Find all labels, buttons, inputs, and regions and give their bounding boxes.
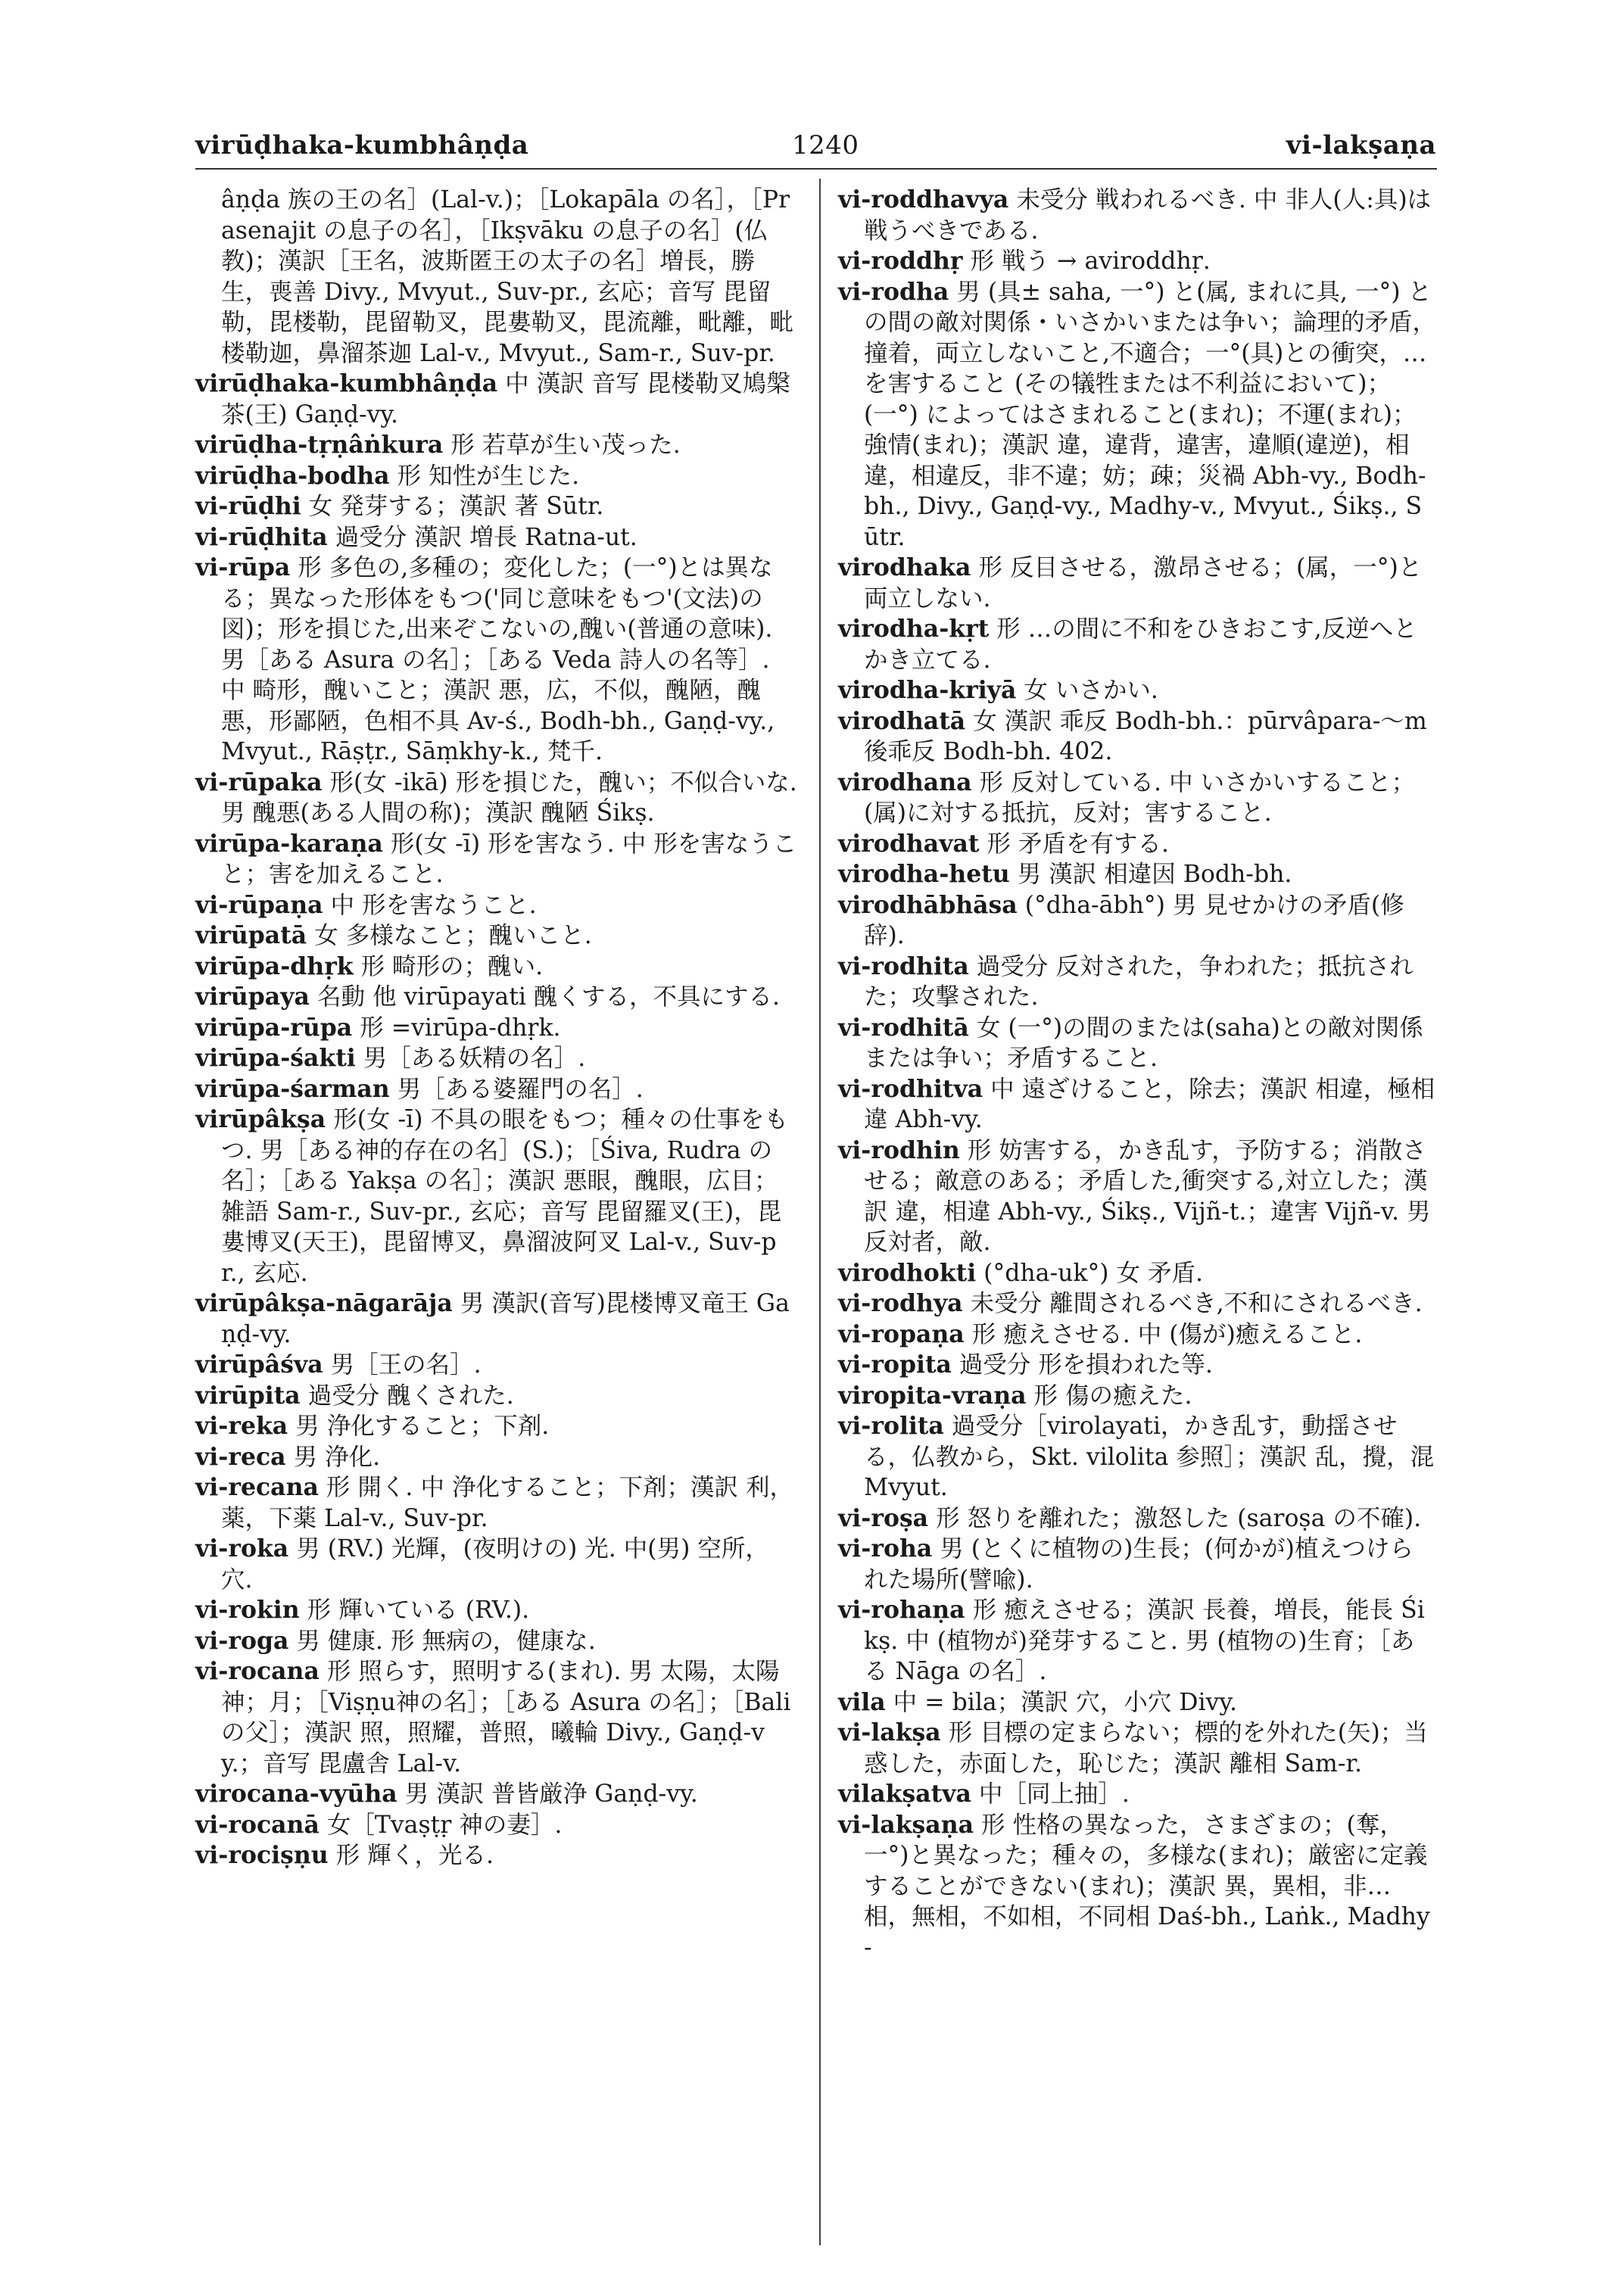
entry-headword: virūḍha-tṛṇâṅkura	[195, 431, 444, 459]
entry-definition: 中 = bila；漢訳 穴，小穴 Divy.	[893, 1688, 1237, 1716]
right-column	[838, 185, 1436, 1963]
dictionary-entry	[195, 553, 797, 768]
entry-definition: 形 性格の異なった，さまざまの；(奪，一°)と異なった；種々の，多様な(まれ)；厳密に定義することができない(まれ)；漢訳 異，異相，非…相，無相，不如相，不同相 Daś-bh., Laṅk., Madhy-	[864, 1811, 1430, 1961]
entry-definition: 中 形を害なうこと.	[330, 891, 537, 919]
entry-headword: vi-rūḍhita	[195, 522, 328, 551]
entry-definition: 男 (RV.) 光輝，(夜明けの) 光. 中(男) 空所，穴.	[221, 1535, 769, 1594]
entry-headword: vi-lakṣaṇa	[838, 1810, 974, 1839]
entry-headword: virocana-vyūha	[195, 1780, 397, 1808]
entry-headword: vi-lakṣa	[838, 1718, 941, 1746]
entry-definition: 形(女 -ikā) 形を損じた，醜い；不似合いな. 男 醜悪(ある人間の称)；漢訳 醜陋 Śikṣ.	[221, 768, 797, 827]
entry-definition: 男 漢訳(音写)毘楼博叉竜王 Gaṇḍ-vy.	[221, 1290, 790, 1348]
entry-headword: virūpita	[195, 1381, 301, 1410]
entry-definition: 形 反目させる，激昂させる；(属，一°)と両立しない.	[864, 554, 1423, 612]
entry-headword: vi-roṣa	[838, 1503, 929, 1532]
entry-definition: 未受分 離間されるべき,不和にされるべき.	[970, 1290, 1423, 1317]
dictionary-entry	[838, 277, 1436, 553]
dictionary-entry	[195, 1779, 797, 1810]
dictionary-entry	[195, 1288, 797, 1350]
entry-headword: vi-reka	[195, 1412, 288, 1440]
dictionary-entry	[838, 1074, 1436, 1136]
entry-definition: 女 発芽する；漢訳 著 Sūtr.	[308, 493, 604, 520]
entry-definition: 形 多色の,多種の；変化した；(一°)とは異なる；異なった形体をもつ('同じ意味をもつ'(文法)の図)；形を損じた,出来ぞこないの,醜い(普通の意味). 男［ある Asura の名］；［ある Veda 詩人の名等］. 中 畸形，醜いこと；漢訳 悪，広，不似，醜陋，醜悪，形鄙陋，色相不具 Av-ś., Bodh-bh., Gaṇḍ-vy., Mvyut., Rāṣṭr., Sāṃkhy-k., 梵千.	[221, 554, 775, 765]
dictionary-entry	[838, 829, 1436, 860]
entry-headword: vi-reca	[195, 1442, 286, 1471]
dictionary-entry	[195, 522, 797, 553]
entry-definition: 形 畸形の；醜い.	[360, 952, 544, 980]
entry-headword: virodhana	[838, 768, 972, 796]
entry-definition: 形(女 -ī) 形を害なう. 中 形を害なうこと；害を加えること.	[221, 830, 797, 888]
entry-definition: âṇḍa 族の王の名］(Lal-v.)；［Lokapāla の名］，［Prasenajit の息子の名］，［Ikṣvāku の息子の名］(仏教)；漢訳［王名，波斯匿王の太子の名］増長，勝生，喪善 Divy., Mvyut., Suv-pr., 玄応；音写 毘留勒，毘楼勒，毘留勒叉，毘婁勒叉，毘流離，毗離，毗楼勒迦，鼻溜茶迦 Lal-v., Mvyut., Sam-r., Suv-pr.	[221, 186, 794, 367]
entry-headword: virodha-hetu	[838, 860, 1010, 888]
entry-definition: 女 多様なこと；醜いこと.	[314, 922, 592, 949]
dictionary-entry	[838, 1595, 1436, 1687]
entry-definition: 形 目標の定まらない；標的を外れた(矢)；当惑した，赤面した，恥じた；漢訳 離相 Sam-r.	[864, 1719, 1428, 1777]
entry-headword: vi-rūpa	[195, 553, 291, 581]
entry-definition: 男 (とくに植物の)生長；(何かが)植えつけられた場所(譬喩).	[864, 1535, 1414, 1594]
entry-headword: vi-rodha	[838, 277, 949, 306]
entry-headword: vi-rodhitā	[838, 1013, 969, 1042]
dictionary-entry	[838, 246, 1436, 277]
entry-definition: 女 いさかい.	[1024, 677, 1158, 704]
entry-definition: 形 輝く，光る.	[335, 1842, 494, 1869]
entry-headword: vi-rodhitva	[838, 1074, 983, 1103]
dictionary-entry	[838, 1687, 1436, 1718]
entry-definition: 形 照らす，照明する(まれ). 男 太陽，太陽神；月；［Viṣṇu神の名］；［ある Asura の名］；［Bali の父］；漢訳 照，照耀，普照，曦輪 Divy., Gaṇḍ-vy.；音写 毘盧舎 Lal-v.	[221, 1658, 791, 1777]
entry-definition: 過受分［virolayati，かき乱す，動揺させる，仏教から，Skt. vilolita 参照］；漢訳 乱，攪，混 Mvyut.	[864, 1413, 1435, 1501]
dictionary-entry	[195, 1472, 797, 1534]
entry-headword: virodhābhāsa	[838, 890, 1018, 919]
entry-headword: virodhokti	[838, 1258, 977, 1287]
dictionary-entry	[838, 1350, 1436, 1381]
entry-definition: (°dha-ābh°) 男 見せかけの矛盾(修辞).	[864, 891, 1404, 949]
dictionary-entry	[195, 1043, 797, 1074]
entry-definition: 中 遠ざけること，除去；漢訳 相違，極相違 Abh-vy.	[864, 1075, 1435, 1133]
entry-headword: virūpa-śakti	[195, 1044, 356, 1072]
running-head-right: vi-lakṣaṇa	[1286, 130, 1436, 160]
dictionary-entry	[838, 768, 1436, 829]
entry-headword: vi-ropita	[838, 1351, 952, 1379]
entry-headword: vi-rocanā	[195, 1810, 320, 1839]
entry-definition: 男 健康. 形 無病の，健康な.	[296, 1627, 596, 1655]
dictionary-entry	[838, 1718, 1436, 1779]
entry-headword: virūpa-dhṛk	[195, 952, 354, 980]
entry-headword: vi-rocana	[195, 1657, 320, 1685]
entry-headword: virodha-kṛt	[838, 615, 990, 643]
entry-definition: 男 (具± saha, 一°) と(属, まれに具, 一°) との間の敵対関係・いさかいまたは争い；論理的矛盾，撞着，両立しないこと,不適合；一°(具)との衝突，…を害すること (その犠牲または不利益において)；(一°) によってはさまれること(まれ)；不運(まれ)；強情(まれ)；漢訳 違，違背，違害，違順(違逆)，相違，相違反，非不違；妨；疎；災禍 Abh-vy., Bodh-bh., Divy., Gaṇḍ-vy., Madhy-v., Mvyut., Śikṣ., Sūtr.	[864, 278, 1437, 551]
entry-definition: 男 浄化すること；下剤.	[295, 1413, 550, 1440]
dictionary-entry	[195, 1442, 797, 1473]
dictionary-entry	[195, 491, 797, 522]
dictionary-entry	[195, 1595, 797, 1626]
dictionary-entry	[838, 1136, 1436, 1258]
dictionary-entry	[195, 1381, 797, 1412]
entry-headword: vi-rociṣṇu	[195, 1841, 329, 1869]
entry-headword: vi-rūpaṇa	[195, 890, 323, 919]
dictionary-entry	[195, 1013, 797, 1044]
entry-definition: 過受分 反対された，争われた；抵抗された；攻撃された.	[864, 952, 1414, 1011]
entry-headword: virūpâkṣa-nāgarāja	[195, 1289, 453, 1317]
dictionary-entry	[838, 890, 1436, 952]
running-head-left: virūḍhaka-kumbhâṇḍa	[195, 130, 529, 160]
dictionary-entry	[195, 982, 797, 1013]
dictionary-entry	[838, 1534, 1436, 1595]
dictionary-entry	[195, 1534, 797, 1595]
entry-definition: 形 若草が生い茂った.	[450, 431, 681, 459]
dictionary-entry	[195, 1074, 797, 1105]
entry-definition: 未受分 戦われるべき. 中 非人(人:具)は戦うべきである.	[864, 186, 1432, 245]
entry-headword: vi-rodhita	[838, 952, 969, 980]
entry-headword: virūḍha-bodha	[195, 461, 390, 490]
entry-definition: 女［Tvaṣṭṛ 神の妻］.	[326, 1811, 563, 1839]
entry-definition: 形 輝いている (RV.).	[307, 1597, 530, 1624]
entry-definition: (°dha-uk°) 女 矛盾.	[983, 1259, 1204, 1287]
entry-headword: virūpâśva	[195, 1351, 323, 1379]
entry-headword: virūpâkṣa	[195, 1105, 326, 1133]
dictionary-entry	[838, 1013, 1436, 1074]
dictionary-entry	[838, 952, 1436, 1013]
entry-definition: 過受分 形を損われた等.	[959, 1351, 1213, 1379]
dictionary-entry	[838, 1258, 1436, 1289]
dictionary-entry	[195, 1350, 797, 1381]
entry-headword: virūpa-karaṇa	[195, 829, 383, 858]
dictionary-entry	[195, 768, 797, 829]
dictionary-entry	[838, 614, 1436, 675]
entry-headword: virūpaya	[195, 983, 310, 1011]
entry-headword: virūḍhaka-kumbhâṇḍa	[195, 369, 498, 397]
entry-definition: 男 浄化.	[293, 1443, 381, 1471]
entry-headword: virodhatā	[838, 706, 966, 735]
dictionary-entry	[195, 461, 797, 492]
entry-definition: 形 癒えさせる. 中 (傷が)癒えること.	[971, 1320, 1363, 1348]
dictionary-entry	[838, 1411, 1436, 1503]
left-column	[195, 185, 797, 1871]
dictionary-entry	[195, 185, 797, 369]
entry-headword: virūpa-śarman	[195, 1074, 390, 1103]
dictionary-entry	[195, 1411, 797, 1442]
entry-definition: 女 漢訳 乖反 Bodh-bh.：pūrvâpara-～m 後乖反 Bodh-bh. 402.	[864, 707, 1427, 765]
dictionary-entry	[195, 890, 797, 921]
entry-definition: 名動 他 virūpayati 醜くする，不具にする.	[316, 983, 780, 1011]
entry-definition: 形 矛盾を有する.	[987, 830, 1170, 858]
entry-headword: virodha-kriyā	[838, 676, 1017, 704]
dictionary-entry	[195, 1840, 797, 1871]
entry-definition: 形 戦う → aviroddhṛ.	[970, 248, 1211, 275]
dictionary-entry	[195, 1104, 797, 1288]
entry-definition: 形 傷の癒えた.	[1033, 1382, 1192, 1410]
dictionary-entry	[195, 1656, 797, 1779]
entry-headword: vi-roha	[838, 1534, 933, 1562]
entry-definition: 形 知性が生じた.	[397, 462, 580, 490]
entry-definition: 形 妨害する，かき乱す，予防する；消散させる；敵意のある；矛盾した,衝突する,対立した；漢訳 違，相違 Abh-vy., Śikṣ., Vijñ-t.；違害 Vijñ-v. 男 反対者，敵.	[864, 1136, 1431, 1256]
dictionary-entry	[195, 1626, 797, 1657]
entry-definition: 男［ある妖精の名］.	[363, 1045, 586, 1072]
entry-definition: 形 怒りを離れた；激怒した (saroṣa の不確).	[936, 1504, 1422, 1532]
dictionary-entry	[195, 1810, 797, 1841]
entry-definition: 女 (一°)の間のまたは(saha)との敵対関係または争い；矛盾すること.	[864, 1014, 1423, 1072]
entry-headword: vi-rohaṇa	[838, 1596, 965, 1624]
entry-headword: vi-rūḍhi	[195, 492, 301, 520]
entry-headword: virūpatā	[195, 921, 307, 949]
entry-definition: 形(女 -ī) 不具の眼をもつ；種々の仕事をもつ. 男［ある神的存在の名］(S.)；［Śiva, Rudra の名］；［ある Yakṣa の名］；漢訳 悪眼，醜眼，広目；雑語 Sam-r., Suv-pr., 玄応；音写 毘留羅叉(王)，毘婁博叉(天王)，毘留博叉，鼻溜波阿叉 Lal-v., Suv-pr., 玄応.	[221, 1106, 789, 1287]
entry-headword: viropita-vraṇa	[838, 1381, 1027, 1410]
dictionary-entry	[838, 185, 1436, 246]
dictionary-entry	[195, 829, 797, 890]
entry-definition: 中 漢訳 音写 毘楼勒叉鳩槃茶(王) Gaṇḍ-vy.	[221, 370, 790, 428]
dictionary-entry	[838, 1381, 1436, 1412]
dictionary-entry	[838, 553, 1436, 614]
dictionary-entry	[838, 1288, 1436, 1319]
dictionary-entry	[838, 706, 1436, 768]
entry-headword: vi-rodhya	[838, 1289, 963, 1317]
entry-definition: 形 癒えさせる；漢訳 長養，増長，能長 Śikṣ. 中 (植物が)発芽すること. 男 (植物の)生育；［ある Nāga の名］.	[864, 1597, 1425, 1685]
entry-definition: 形 =virūpa-dhṛk.	[360, 1014, 561, 1042]
entry-definition: 過受分 漢訳 増長 Ratna-ut.	[335, 523, 637, 551]
entry-definition: 形 反対している. 中 いさかいすること；(属)に対する抵抗，反対；害すること.	[864, 768, 1416, 827]
entry-headword: virodhaka	[838, 553, 971, 581]
entry-headword: virodhavat	[838, 829, 980, 858]
entry-headword: vi-rodhin	[838, 1136, 960, 1164]
dictionary-entry	[838, 859, 1436, 890]
page-number: 1240	[792, 130, 859, 160]
dictionary-entry	[195, 430, 797, 461]
entry-definition: 形 …の間に不和をひきおこす,反逆へとかき立てる.	[864, 615, 1417, 674]
dictionary-entry	[838, 675, 1436, 706]
entry-headword: vi-roka	[195, 1534, 289, 1562]
header-rule	[195, 168, 1437, 170]
entry-definition: 男 漢訳 普皆厳浄 Gaṇḍ-vy.	[404, 1781, 698, 1808]
entry-definition: 中［同上抽］.	[978, 1781, 1130, 1808]
dictionary-entry	[195, 921, 797, 952]
entry-headword: vi-roga	[195, 1626, 289, 1655]
entry-headword: vi-rokin	[195, 1596, 300, 1624]
entry-definition: 男 漢訳 相違因 Bodh-bh.	[1017, 861, 1292, 888]
entry-headword: vi-roddhavya	[838, 185, 1009, 213]
dictionary-entry	[195, 952, 797, 983]
dictionary-entry	[838, 1319, 1436, 1351]
column-divider	[819, 179, 821, 2245]
entry-headword: vi-rolita	[838, 1412, 944, 1440]
entry-definition: 過受分 醜くされた.	[307, 1382, 514, 1410]
dictionary-entry	[195, 369, 797, 430]
entry-headword: vila	[838, 1687, 886, 1716]
entry-definition: 形 開く. 中 浄化すること；下剤；漢訳 利，薬，下薬 Lal-v., Suv-pr.	[221, 1474, 793, 1532]
entry-headword: virūpa-rūpa	[195, 1013, 353, 1042]
entry-definition: 男［王の名］.	[330, 1351, 482, 1379]
dictionary-entry	[838, 1779, 1436, 1810]
entry-headword: vi-ropaṇa	[838, 1319, 965, 1348]
entry-headword: vi-recana	[195, 1473, 319, 1501]
entry-headword: vi-roddhṛ	[838, 247, 963, 275]
entry-definition: 男［ある婆羅門の名］.	[397, 1075, 644, 1103]
entry-headword: vi-rūpaka	[195, 768, 323, 796]
dictionary-entry	[838, 1810, 1436, 1964]
entry-headword: vilakṣatva	[838, 1780, 971, 1808]
dictionary-entry	[838, 1503, 1436, 1534]
